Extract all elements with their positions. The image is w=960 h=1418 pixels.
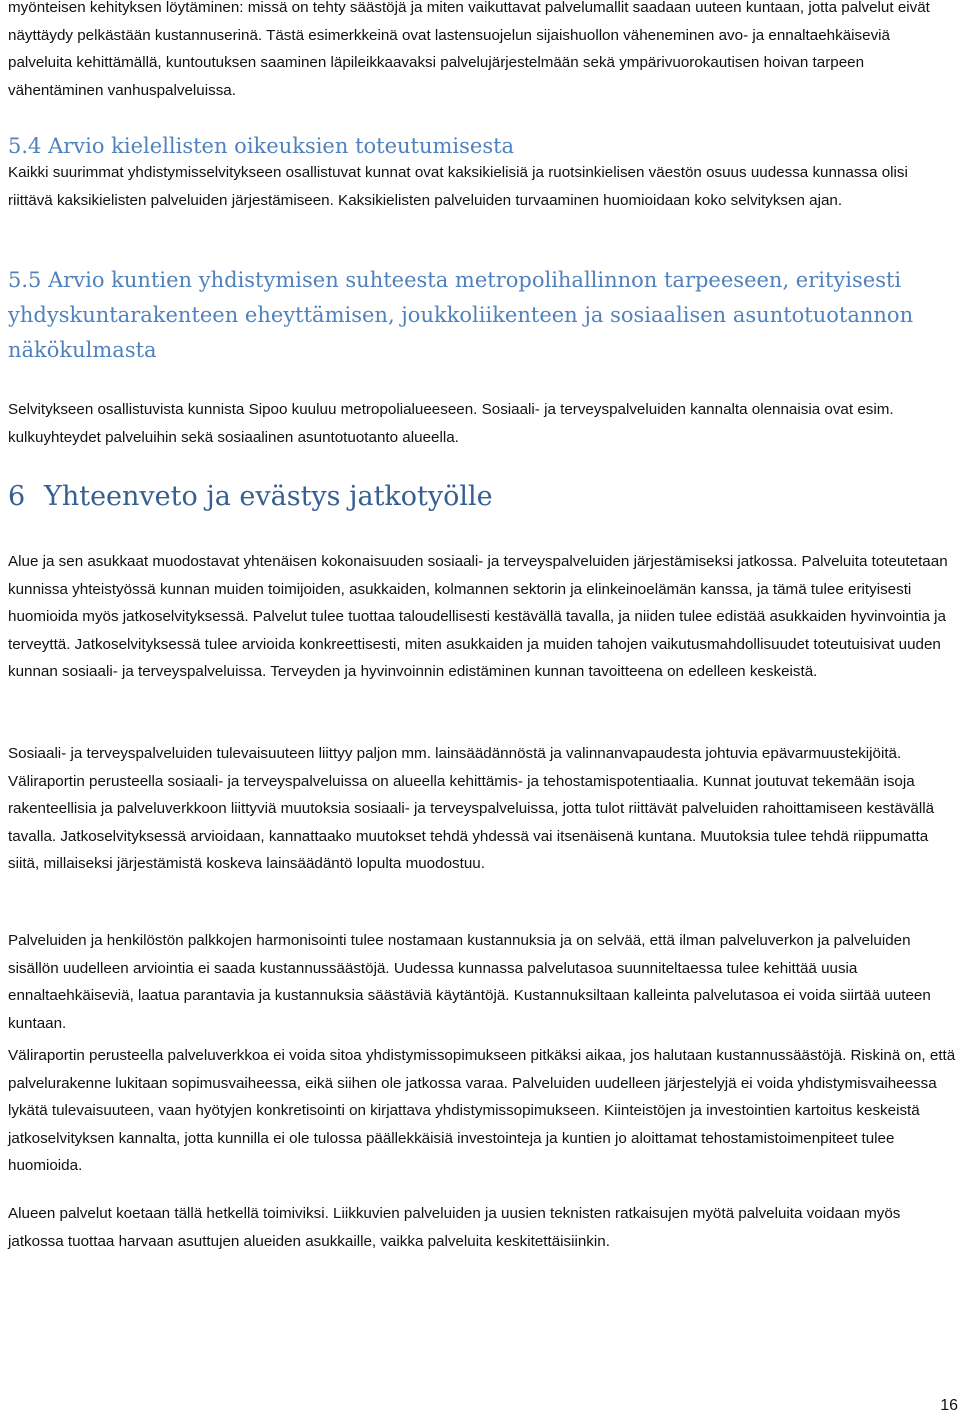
section-6-paragraph-1: Alue ja sen asukkaat muodostavat yhtenäisen kokonaisuuden sosiaali- ja terveyspalveluiden järjestämiseksi jatkossa. Palveluita toteutetaan kunnissa yhteistyössä kunnan muiden toimijoiden, asukkaiden, kolmannen sektorin ja elinkeinoelämän kanssa, ja tämä tulee erityisesti huomioida myös jatkoselvityksessä. Palvelut tulee tuottaa taloudellisesti kestävällä tavalla, ja niiden tulee edistää asukkaiden hyvinvointia ja terveyttä. Jatkoselvityksessä tulee arvioida konkreettisesti, miten asukkaiden ja muiden tahojen vaikutusmahdollisuudet toteutuisivat uuden kunnan sosiaali- ja terveyspalveluissa. Terveyden ja hyvinvoinnin edistäminen kunnan tavoitteena on edelleen keskeistä. [8, 553, 948, 681]
section-6-paragraph-5: Alueen palvelut koetaan tällä hetkellä toimiviksi. Liikkuvien palveluiden ja uusien teknisten ratkaisujen myötä palveluita voidaan myös jatkossa tuottaa harvaan asuttujen alueiden asukkaille, vaikka palveluita keskitettäisiinkin. [8, 1205, 901, 1250]
section-6-paragraph-4: Väliraportin perusteella palveluverkkoa ei voida sitoa yhdistymissopimukseen pitkäksi aikaa, jos halutaan kustannussäästöjä. Riskinä on, että palvelurakenne lukitaan sopimusvaiheessa, eikä siihen ole jatkossa varaa. Palveluiden uudelleen järjestelyjä ei voida yhdistymisvaiheessa lykätä tulevaisuuteen, vaan hyötyjen konkretisointi on kirjattava yhdistymissopimukseen. Kiinteistöjen ja investointien kartoitus keskeistä jatkoselvityksen kannalta, jotta kunnilla ei ole tulossa päällekkäisiä investointeja ja kuntien jo aloittamat tehostamistoimenpiteet tulee huomioida. [8, 1047, 956, 1175]
section-6-paragraph-2: Sosiaali- ja terveyspalveluiden tulevaisuuteen liittyy paljon mm. lainsäädännöstä ja valinnanvapaudesta johtuvia epävarmuustekijöitä. Väliraportin perusteella sosiaali- ja terveyspalveluissa on alueella kehittämis- ja tehostamispotentiaalia. Kunnat joutuvat tekemään isoja rakenteellisia ja palveluverkkoon liittyviä muutoksia sosiaali- ja terveyspalveluissa, jotta tulot riittävät palveluiden rahoittamiseen kestävällä tavalla. Jatkoselvityksessä arvioidaan, kannattaako muutokset tehdä yhdessä vai itsenäisenä kuntana. Muutoksia tulee tehdä riippumatta siitä, millaiseksi järjestämistä koskeva lainsäädäntö lopulta muodostuu. [8, 745, 935, 873]
section-5-4-heading: 5.4 Arvio kielellisten oikeuksien toteutumisesta [8, 134, 515, 158]
intro-paragraph: myönteisen kehityksen löytäminen: missä on tehty säästöjä ja miten vaikuttavat palvelumallit saadaan uuteen kuntaan, jotta palvelut eivät näyttäydy pelkästään kustannuserinä. Tästä esimerkkeinä ovat lastensuojelun sijaishuollon väheneminen avo- ja ennaltaehkäiseviä palveluita kehittämällä, kuntoutuksen saaminen läpileikkaavaksi palvelujärjestelmään sekä ympärivuorokautisen hoivan tarpeen vähentäminen vanhuspalveluissa. [8, 0, 930, 99]
section-5-5-paragraph: Selvitykseen osallistuvista kunnista Sipoo kuuluu metropolialueeseen. Sosiaali- ja terveyspalveluiden kannalta olennaisia ovat esim. kulkuyhteydet palveluihin sekä sosiaalinen asuntotuotanto alueella. [8, 401, 894, 446]
section-6-title: Yhteenveto ja evästys jatkotyölle [44, 481, 493, 512]
section-5-5-heading: 5.5 Arvio kuntien yhdistymisen suhteesta metropolihallinnon tarpeeseen, erityisesti yhdyskuntarakenteen eheyttämisen, joukkoliikenteen ja sosiaalisen asuntotuotannon näkökulmasta [8, 268, 914, 362]
section-6-paragraph-3: Palveluiden ja henkilöstön palkkojen harmonisointi tulee nostamaan kustannuksia ja on selvää, että ilman palveluverkon ja palveluiden sisällön uudelleen arviointia ei saada kustannussäästöjä. Uudessa kunnassa palvelutasoa suunniteltaessa tulee kehittää uusia ennaltaehkäiseviä, laatua parantavia ja kustannuksia säästäviä käytäntöjä. Kustannuksiltaan kalleinta palvelutasoa ei voida siirtää uuteen kuntaan. [8, 932, 931, 1032]
page-number: 16 [940, 1397, 958, 1414]
section-6-number: 6 [8, 481, 26, 512]
section-5-4-paragraph: Kaikki suurimmat yhdistymisselvitykseen osallistuvat kunnat ovat kaksikielisiä ja ruotsinkielisen väestön osuus uudessa kunnassa olisi riittävä kaksikielisten palveluiden järjestämiseen. Kaksikielisten palveluiden turvaaminen huomioidaan koko selvityksen ajan. [8, 164, 908, 209]
section-6-heading [8, 479, 493, 515]
